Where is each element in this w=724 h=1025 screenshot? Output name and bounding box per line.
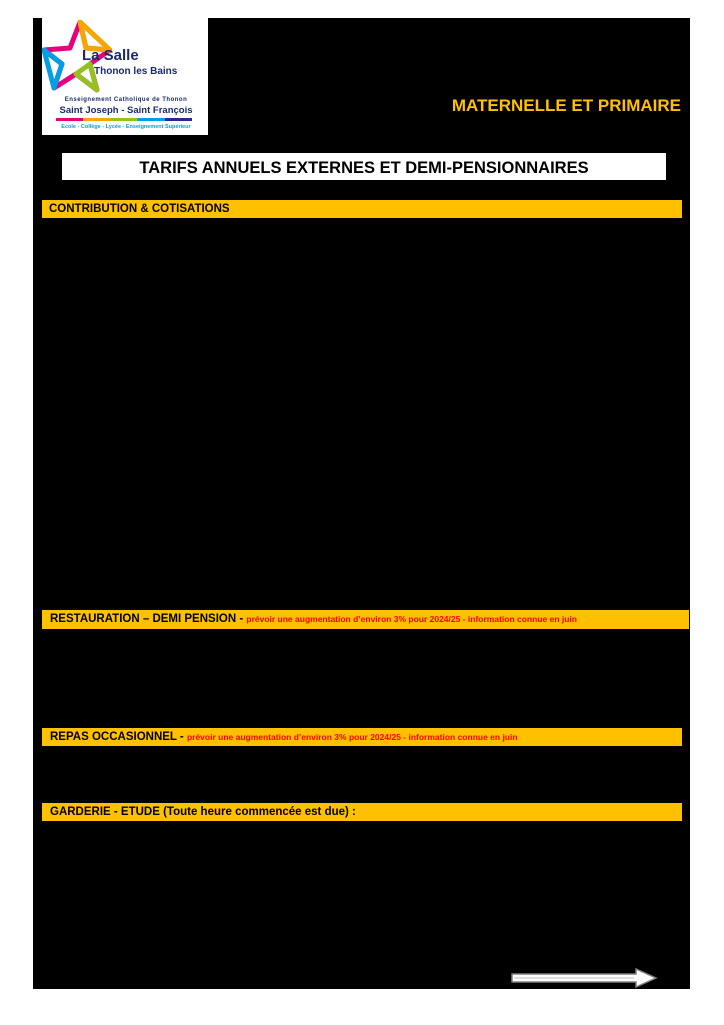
section-header-contribution bbox=[42, 200, 682, 218]
section-label: REPAS OCCASIONNEL - bbox=[50, 731, 187, 743]
logo-color-bar bbox=[56, 118, 192, 121]
section-note: prévoir une augmentation d’environ 3% pour 2024/25 - information connue en juin bbox=[246, 614, 577, 624]
right-arrow-icon[interactable] bbox=[510, 968, 658, 988]
section-label: CONTRIBUTION & COTISATIONS bbox=[49, 203, 230, 215]
logo-levels: Ecole - Collège - Lycée - Enseignement Supérieur bbox=[61, 124, 191, 130]
section-label: GARDERIE - ETUDE (Toute heure commencée est due) : bbox=[50, 806, 356, 818]
section-note: prévoir une augmentation d’environ 3% pour 2024/25 - information connue en juin bbox=[186, 732, 518, 742]
logo-network: Enseignement Catholique de Thonon bbox=[64, 97, 188, 103]
page-title: TARIFS ANNUELS EXTERNES ET DEMI-PENSIONNAIRES bbox=[62, 153, 666, 180]
section-label: RESTAURATION – DEMI PENSION - bbox=[50, 613, 247, 625]
section-header-repas-occasionnel bbox=[42, 728, 682, 746]
logo-schools: Saint Joseph - Saint François bbox=[59, 105, 193, 116]
section-title: MATERNELLE ET PRIMAIRE bbox=[451, 96, 681, 115]
logo-brand-location: Thonon les Bains bbox=[94, 66, 178, 77]
section-header-garderie bbox=[42, 803, 682, 821]
school-logo bbox=[42, 18, 208, 135]
section-header-restauration bbox=[42, 610, 689, 629]
logo-brand-name: La Salle bbox=[82, 47, 139, 64]
